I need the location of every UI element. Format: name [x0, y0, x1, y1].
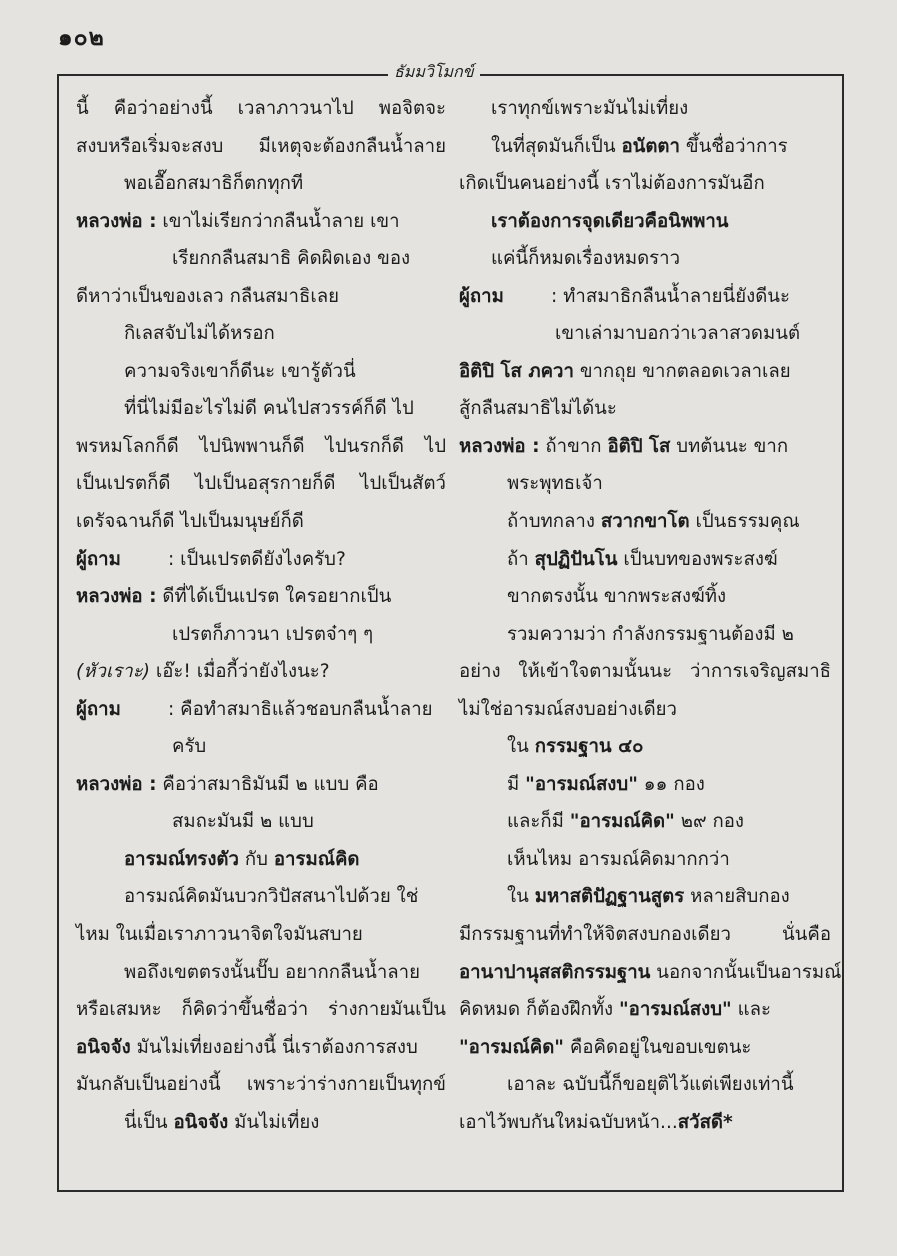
- text-line: รวมความว่า กำลังกรรมฐานต้องมี ๒: [507, 623, 794, 645]
- dialogue-line: [459, 278, 831, 316]
- line-text: เอาไว้พบกันใหม่ฉบับหน้า...: [459, 1111, 678, 1133]
- line-text: มันไม่เที่ยงอย่างนี้ นี่เราต้องการสงบ: [130, 1036, 418, 1058]
- bold-term: อิติปิ โส: [607, 435, 671, 457]
- dialogue-text: : เป็นเปรตดียังไงครับ?: [168, 548, 346, 570]
- text-line: [76, 653, 446, 691]
- text-line: อารมณ์คิดมันบวกวิปัสสนาไปด้วย ใช่: [124, 886, 419, 908]
- text-line: [459, 991, 831, 1029]
- line-text: เป็นธรรมคุณ: [689, 511, 800, 533]
- text-line: [76, 1029, 446, 1067]
- text-line: พอเอื๊อกสมาธิก็ตกทุกที: [124, 173, 304, 195]
- bold-term: "อารมณ์สงบ": [525, 773, 638, 795]
- line-text: ขากถุย ขากตลอดเวลาเลย: [573, 360, 791, 382]
- speaker-label: หลวงพ่อ :: [76, 586, 157, 608]
- dialogue-text: : คือทำสมาธิแล้วชอบกลืนน้ำลาย: [168, 698, 433, 720]
- text-line: เกิดเป็นคนอย่างนี้ เราไม่ต้องการมันอีก: [459, 173, 765, 195]
- dialogue-text: คือว่าสมาธิมันมี ๒ แบบ คือ: [156, 773, 379, 795]
- line-text: ใน: [507, 736, 535, 758]
- text-line: อย่าง ให้เข้าใจตามนั้นนะ ว่าการเจริญสมาธิ: [459, 661, 831, 683]
- text-line: มันกลับเป็นอย่างนี้ เพราะว่าร่างกายเป็นทุกข์: [76, 1074, 446, 1096]
- page-number: ๑๐๒: [58, 25, 105, 51]
- text-line: เราทุกข์เพราะมันไม่เที่ยง: [491, 98, 689, 119]
- text-line: สงบหรือเริ่มจะสงบ มีเหตุจะต้องกลืนน้ำลาย: [76, 135, 446, 157]
- line-text: มันไม่เที่ยง: [228, 1111, 320, 1133]
- speaker-label: ผู้ถาม: [459, 285, 504, 307]
- dialogue-line: [76, 203, 446, 241]
- text-line: [459, 954, 842, 992]
- text-line: นี้ คือว่าอย่างนี้ เวลาภาวนาไป พอจิตจะ: [76, 98, 446, 119]
- text-line: ไม่ใช่อารมณ์สงบอย่างเดียว: [459, 698, 677, 720]
- text-line: ขากตรงนั้น ขากพระสงฆ์ทิ้ง: [507, 586, 727, 608]
- bold-term: อนัตตา: [621, 135, 680, 157]
- text-line: ที่นี่ไม่มีอะไรไม่ดี คนไปสวรรค์ก็ดี ไป: [124, 398, 414, 420]
- text-line: เขาเล่ามาบอกว่าเวลาสวดมนต์: [555, 323, 801, 345]
- bold-term: อิติปิ โส ภควา: [459, 360, 574, 382]
- text-line: [459, 1029, 831, 1067]
- text-line: [459, 878, 831, 916]
- text-line: [459, 503, 831, 541]
- line-text: คือคิดอยู่ในขอบเขตนะ: [564, 1036, 752, 1058]
- bold-term: สวัสดี*: [677, 1111, 733, 1133]
- bold-term: อานาปานุสสติกรรมฐาน: [459, 961, 651, 983]
- bold-term: สุปฏิปันโน: [534, 548, 618, 570]
- text-line: เห็นไหม อารมณ์คิดมากกว่า: [507, 848, 730, 870]
- text-line: กิเลสจับไม่ได้หรอก: [124, 323, 275, 345]
- text-line: [459, 1104, 831, 1142]
- speaker-label: หลวงพ่อ :: [76, 210, 157, 232]
- text-line: พอถึงเขตตรงนั้นปั๊บ อยากกลืนน้ำลาย: [124, 961, 420, 983]
- line-text: เป็นบทของพระสงฆ์: [617, 548, 778, 570]
- bold-term: อนิจจัง: [76, 1036, 131, 1058]
- line-text: ถ้า: [507, 548, 535, 570]
- dialogue-text: เอ๊ะ! เมื่อกี้ว่ายังไงนะ?: [149, 661, 330, 683]
- text-line: [459, 203, 831, 241]
- dialogue-line: [76, 578, 446, 616]
- text-line: แค่นี้ก็หมดเรื่องหมดราว: [491, 248, 681, 270]
- text-line: ครับ: [172, 736, 207, 758]
- text-line: หรือเสมหะ ก็คิดว่าขึ้นชื่อว่า ร่างกายมันเป็น: [76, 999, 446, 1021]
- line-text: ใน: [507, 886, 535, 908]
- dialogue-text: ถ้าขาก: [539, 435, 608, 457]
- text-line: เรียกกลืนสมาธิ คิดผิดเอง ของ: [172, 248, 411, 270]
- dialogue-line: [76, 541, 446, 579]
- dialogue-text: บทต้นนะ ขาก: [670, 435, 789, 457]
- bold-term: อารมณ์คิด: [273, 848, 360, 870]
- bold-term: อนิจจัง: [173, 1111, 229, 1133]
- text-line: สมถะมันมี ๒ แบบ: [172, 811, 314, 833]
- laughter-note: (หัวเราะ): [76, 661, 150, 683]
- text-line: [459, 728, 831, 766]
- bold-term: กรรมฐาน ๔๐: [534, 736, 644, 758]
- text-line: เดรัจฉานก็ดี ไปเป็นมนุษย์ก็ดี: [76, 511, 304, 533]
- text-line: [459, 128, 831, 166]
- bold-term: สวากขาโต: [600, 511, 690, 533]
- text-line: ความจริงเขาก็ดีนะ เขารู้ตัวนี่: [124, 360, 356, 382]
- text-line: [459, 803, 831, 841]
- left-column: [76, 90, 446, 1141]
- line-text: ในที่สุดมันก็เป็น: [491, 135, 622, 157]
- speaker-label: ผู้ถาม: [76, 698, 121, 720]
- line-text: มี: [507, 773, 526, 795]
- bold-term: "อารมณ์คิด": [459, 1036, 564, 1058]
- text-line: พระพุทธเจ้า: [507, 473, 603, 495]
- line-text: นี่เป็น: [124, 1111, 174, 1133]
- connector-text: กับ: [238, 848, 274, 870]
- line-text: นอกจากนั้นเป็นอารมณ์: [650, 961, 842, 983]
- text-line: [459, 541, 831, 579]
- line-text: และ: [731, 999, 771, 1021]
- running-head: ธัมมวิโมกข์: [388, 60, 480, 85]
- text-line: มีกรรมฐานที่ทำให้จิตสงบกองเดียว นั่นคือ: [459, 924, 831, 946]
- bold-term: อารมณ์ทรงตัว: [124, 848, 239, 870]
- text-line: ดีหาว่าเป็นของเลว กลืนสมาธิเลย: [76, 285, 339, 307]
- dialogue-text: : ทำสมาธิกลืนน้ำลายนี่ยังดีนะ: [551, 285, 790, 307]
- line-text: คิดหมด ก็ต้องฝึกทั้ง: [459, 999, 619, 1021]
- text-line: พรหมโลกก็ดี ไปนิพพานก็ดี ไปนรกก็ดี ไป: [76, 435, 446, 457]
- text-line: [459, 353, 831, 391]
- bold-term: "อารมณ์คิด": [569, 811, 675, 833]
- speaker-label: ผู้ถาม: [76, 548, 121, 570]
- line-text: หลายสิบกอง: [684, 886, 790, 908]
- text-line: เป็นเปรตก็ดี ไปเป็นอสุรกายก็ดี ไปเป็นสัตว์: [76, 473, 446, 495]
- dialogue-text: เขาไม่เรียกว่ากลืนน้ำลาย เขา: [156, 210, 400, 232]
- bold-term: "อารมณ์สงบ": [619, 999, 732, 1021]
- line-text: ๑๑ กอง: [637, 773, 705, 795]
- text-line: สู้กลืนสมาธิไม่ได้นะ: [459, 398, 617, 420]
- text-line: [76, 1104, 446, 1142]
- dialogue-line: [76, 766, 446, 804]
- speaker-label: หลวงพ่อ :: [76, 773, 157, 795]
- dialogue-text: ดีที่ได้เป็นเปรต ใครอยากเป็น: [156, 586, 392, 608]
- dialogue-line: [459, 428, 831, 466]
- speaker-label: หลวงพ่อ :: [459, 435, 540, 457]
- line-text: ถ้าบทกลาง: [507, 511, 601, 533]
- text-line: [76, 841, 446, 879]
- line-text: และก็มี: [507, 811, 570, 833]
- text-line: ไหม ในเมื่อเราภาวนาจิตใจมันสบาย: [76, 924, 363, 946]
- text-line: เปรตก็ภาวนา เปรตจ๋าๆ ๆ: [172, 623, 374, 645]
- line-text: ๒๙ กอง: [674, 811, 744, 833]
- dialogue-line: [76, 691, 446, 729]
- right-column: [459, 90, 842, 1141]
- line-text: ขึ้นชื่อว่าการ: [679, 135, 788, 157]
- bold-term: มหาสติปัฏฐานสูตร: [534, 886, 685, 908]
- text-line: [459, 766, 831, 804]
- bold-term: เราต้องการจุดเดียวคือนิพพาน: [491, 210, 729, 232]
- text-line: เอาละ ฉบับนี้ก็ขอยุติไว้แต่เพียงเท่านี้: [507, 1074, 794, 1096]
